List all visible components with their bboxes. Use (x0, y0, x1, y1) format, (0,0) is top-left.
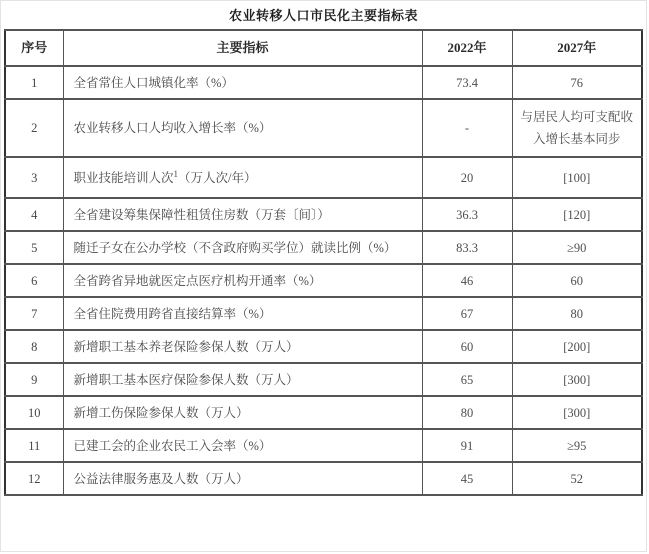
header-row (5, 30, 642, 66)
row-number: 6 (5, 264, 63, 297)
page-title: 农业转移人口市民化主要指标表 (228, 8, 418, 23)
row-number: 10 (5, 396, 63, 429)
value-2022: 46 (422, 264, 512, 297)
table-row (5, 264, 642, 297)
value-2022: 45 (422, 462, 512, 495)
table-row (5, 462, 642, 495)
table-row (5, 99, 642, 157)
value-2022: 80 (422, 396, 512, 429)
value-2027: [200] (512, 330, 642, 363)
table-row (5, 429, 642, 462)
row-number: 7 (5, 297, 63, 330)
table-row (5, 157, 642, 198)
value-2027: 52 (512, 462, 642, 495)
indicator-cell: 已建工会的企业农民工入会率（%） (63, 429, 422, 462)
value-2027: 80 (512, 297, 642, 330)
indicator-cell: 新增职工基本养老保险参保人数（万人） (63, 330, 422, 363)
value-2027: [120] (512, 198, 642, 231)
indicator-cell: 全省常住人口城镇化率（%） (63, 66, 422, 99)
value-2027: ≥90 (512, 231, 642, 264)
value-2022: 83.3 (422, 231, 512, 264)
row-number: 3 (5, 157, 63, 198)
indicator-cell: 全省跨省异地就医定点医疗机构开通率（%） (63, 264, 422, 297)
row-number: 5 (5, 231, 63, 264)
value-2027: [100] (512, 157, 642, 198)
row-number: 8 (5, 330, 63, 363)
value-2027: ≥95 (512, 429, 642, 462)
table-row (5, 231, 642, 264)
row-number: 12 (5, 462, 63, 495)
col-header-no: 序号 (5, 30, 63, 66)
value-2027: [300] (512, 396, 642, 429)
value-2027: 与居民人均可支配收入增长基本同步 (512, 99, 642, 157)
value-2027: [300] (512, 363, 642, 396)
value-2022: 36.3 (422, 198, 512, 231)
table-row (5, 198, 642, 231)
indicator-cell: 农业转移人口人均收入增长率（%） (63, 99, 422, 157)
indicator-table (4, 29, 643, 496)
table-row (5, 363, 642, 396)
row-number: 11 (5, 429, 63, 462)
value-2022: 60 (422, 330, 512, 363)
row-number: 4 (5, 198, 63, 231)
indicator-cell: 公益法律服务惠及人数（万人） (63, 462, 422, 495)
value-2022: 20 (422, 157, 512, 198)
row-number: 9 (5, 363, 63, 396)
indicator-cell: 全省建设筹集保障性租赁住房数（万套〔间〕） (63, 198, 422, 231)
indicator-cell: 新增职工基本医疗保险参保人数（万人） (63, 363, 422, 396)
value-2022: 73.4 (422, 66, 512, 99)
value-2022: 91 (422, 429, 512, 462)
table-row (5, 330, 642, 363)
col-header-2027: 2027年 (512, 30, 642, 66)
indicator-cell: 全省住院费用跨省直接结算率（%） (63, 297, 422, 330)
row-number: 1 (5, 66, 63, 99)
row-number: 2 (5, 99, 63, 157)
footnote-marker: 1 (173, 168, 179, 179)
value-2022: 65 (422, 363, 512, 396)
value-2027: 76 (512, 66, 642, 99)
indicator-cell: 职业技能培训人次$^1$（万人次/年） (63, 157, 422, 198)
value-2027: 60 (512, 264, 642, 297)
value-2022: 67 (422, 297, 512, 330)
col-header-2022: 2022年 (422, 30, 512, 66)
table-row (5, 297, 642, 330)
indicator-cell: 新增工伤保险参保人数（万人） (63, 396, 422, 429)
table-row (5, 396, 642, 429)
col-header-indicator: 主要指标 (63, 30, 422, 66)
table-row (5, 66, 642, 99)
value-2022: - (422, 99, 512, 157)
indicator-cell: 随迁子女在公办学校（不含政府购买学位）就读比例（%） (63, 231, 422, 264)
